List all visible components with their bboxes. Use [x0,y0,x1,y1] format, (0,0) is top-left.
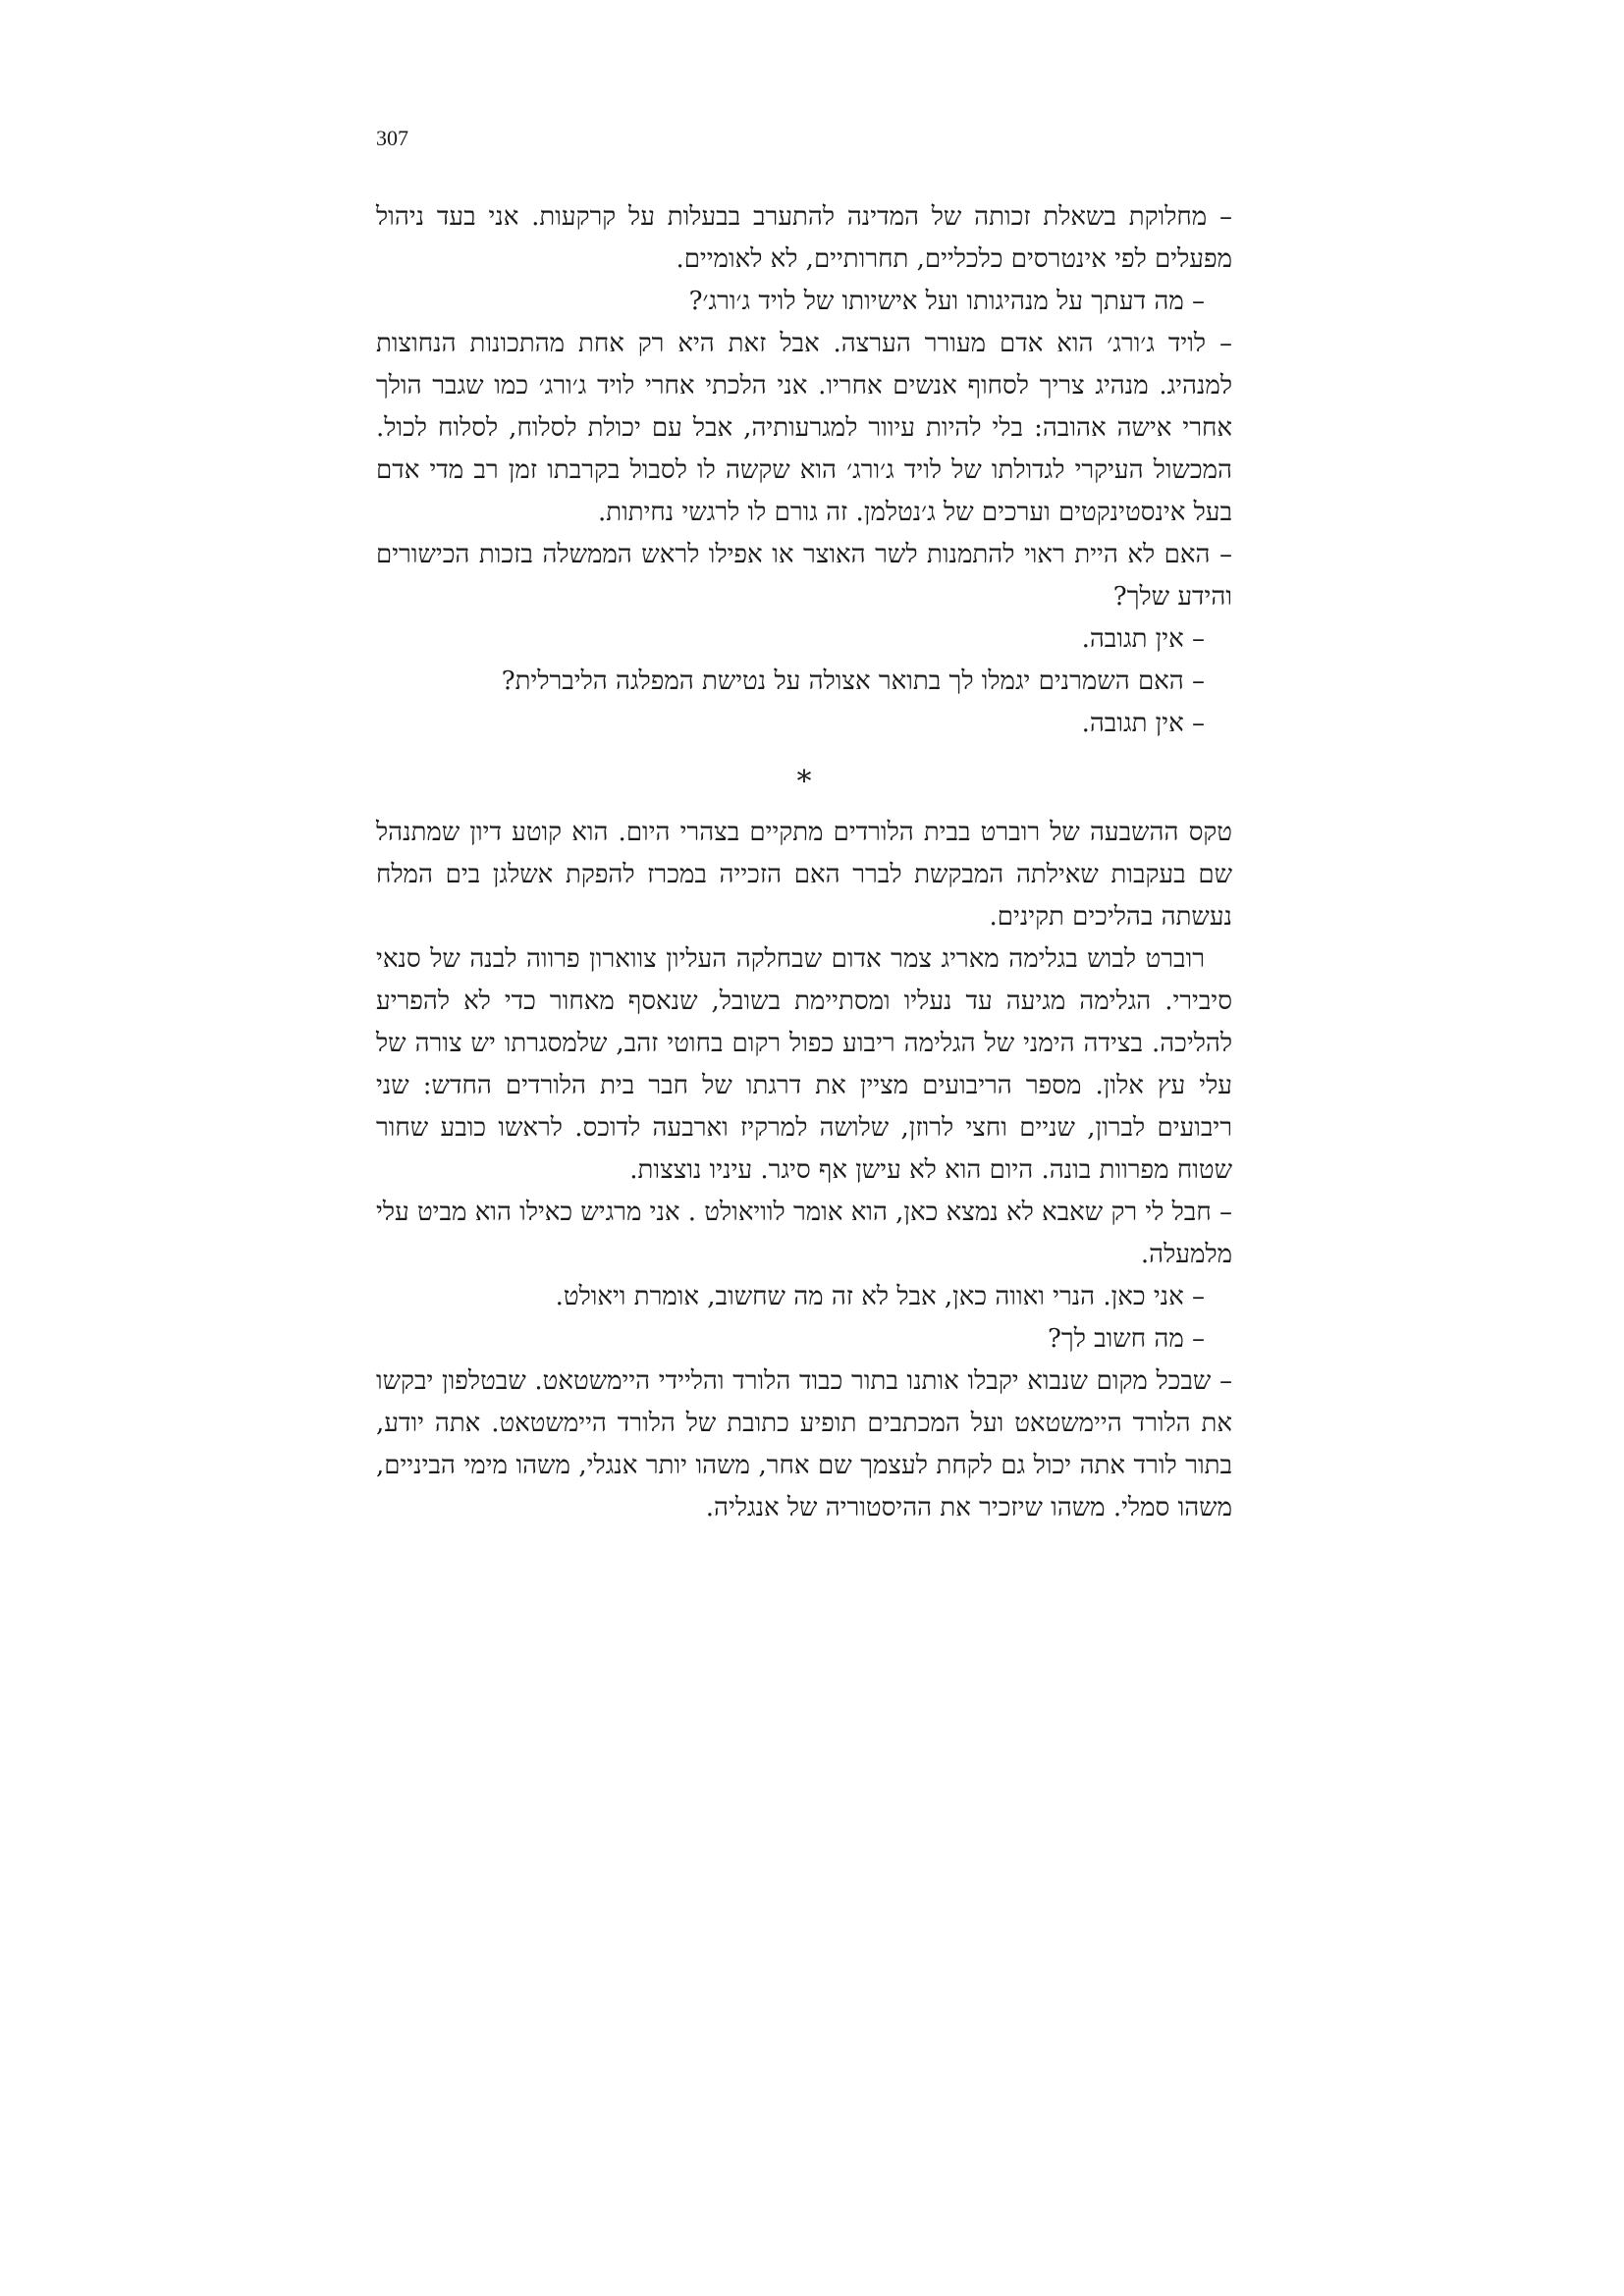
paragraph: – שבכל מקום שנבוא יקבלו אותנו בתור כבוד הלורד והליידי היימשטאט. שבטלפון יבקשו את הלורד היימשטאט ועל המכתבים תופיע כתובת של הלורד היימשטאט. אתה יודע, בתור לורד אתה יכול גם לקחת לעצמך שם אחר, משהו יותר אנגלי, משהו מימי הביניים, משהו סמלי. משהו שיזכיר את ההיסטוריה של אנגליה. [376,1366,1232,1522]
section-separator: * [796,765,812,799]
paragraph: – מה חשוב לך? [1047,1324,1205,1354]
paragraph: – חבל לי רק שאבא לא נמצא כאן, הוא אומר לוויאולט . אני מרגיש כאילו הוא מביט עלי מלמעלה. [376,1198,1232,1269]
paragraph: – האם לא היית ראוי להתמנות לשר האוצר או אפילו לראש הממשלה בזכות הכישורים והידע שלך? [376,540,1232,612]
paragraph: – אין תגובה. [1081,709,1205,738]
page-number: 307 [376,126,408,150]
paragraph: רוברט לבוש בגלימה מאריג צמר אדום שבחלקה העליון צווארון פרווה לבנה של סנאי סיבירי. הגלימה מגיעה עד נעליו ומסתיימת בשובל, שנאסף מאחור כדי לא להפריע להליכה. בצידה הימני של הגלימה ריבוע כפול רקום בחוטי זהב, שלמסגרתו יש צורה של עלי עץ אלון. מספר הריבועים מציין את דרגתו של חבר בית הלורדים החדש: שני ריבועים לברון, שניים וחצי לרוזן, שלושה למרקיז וארבעה לדוכס. לראשו כובע שחור שטוח מפרוות בונה. היום הוא לא עישן אף סיגר. עיניו נוצצות. [376,944,1232,1185]
paragraph: – אני כאן. הנרי ואווה כאן, אבל לא זה מה שחשוב, אומרת ויאולט. [555,1282,1205,1311]
paragraph: טקס ההשבעה של רוברט בבית הלורדים מתקיים בצהרי היום. הוא קוטע דיון שמתנהל שם בעקבות שאילתה המבקשת לברר האם הזכייה במכרז להפקת אשלגן בים המלח נעשתה בהליכים תקינים. [376,818,1232,932]
paragraph: – מחלוקת בשאלת זכותה של המדינה להתערב בבעלות על קרקעות. אני בעד ניהול מפעלים לפי אינטרסים כלכליים, תחרותיים, לא לאומיים. [376,202,1232,274]
paragraph: – אין תגובה. [1081,624,1205,654]
paragraph: – לויד ג׳ורג׳ הוא אדם מעורר הערצה. אבל זאת היא רק אחת מהתכונות הנחוצות למנהיג. מנהיג צריך לסחוף אנשים אחריו. אני הלכתי אחרי לויד ג׳ורג׳ כמו שגבר הולך אחרי אישה אהובה: בלי להיות עיוור למגרעותיה, אבל עם יכולת לסלוח, לסלוח לכול. המכשול העיקרי לגדולתו של לויד ג׳ורג׳ הוא שקשה לו לסבול בקרבתו זמן רב מדי אדם בעל אינסטינקטים וערכים של ג׳נטלמן. זה גורם לו לרגשי נחיתות. [376,329,1232,527]
paragraph: – האם השמרנים יגמלו לך בתואר אצולה על נטישת המפלגה הליברלית? [501,667,1205,696]
paragraph: – מה דעתך על מנהיגותו ועל אישיותו של לויד ג׳ורג׳? [688,287,1205,316]
body-text [376,196,1232,1529]
